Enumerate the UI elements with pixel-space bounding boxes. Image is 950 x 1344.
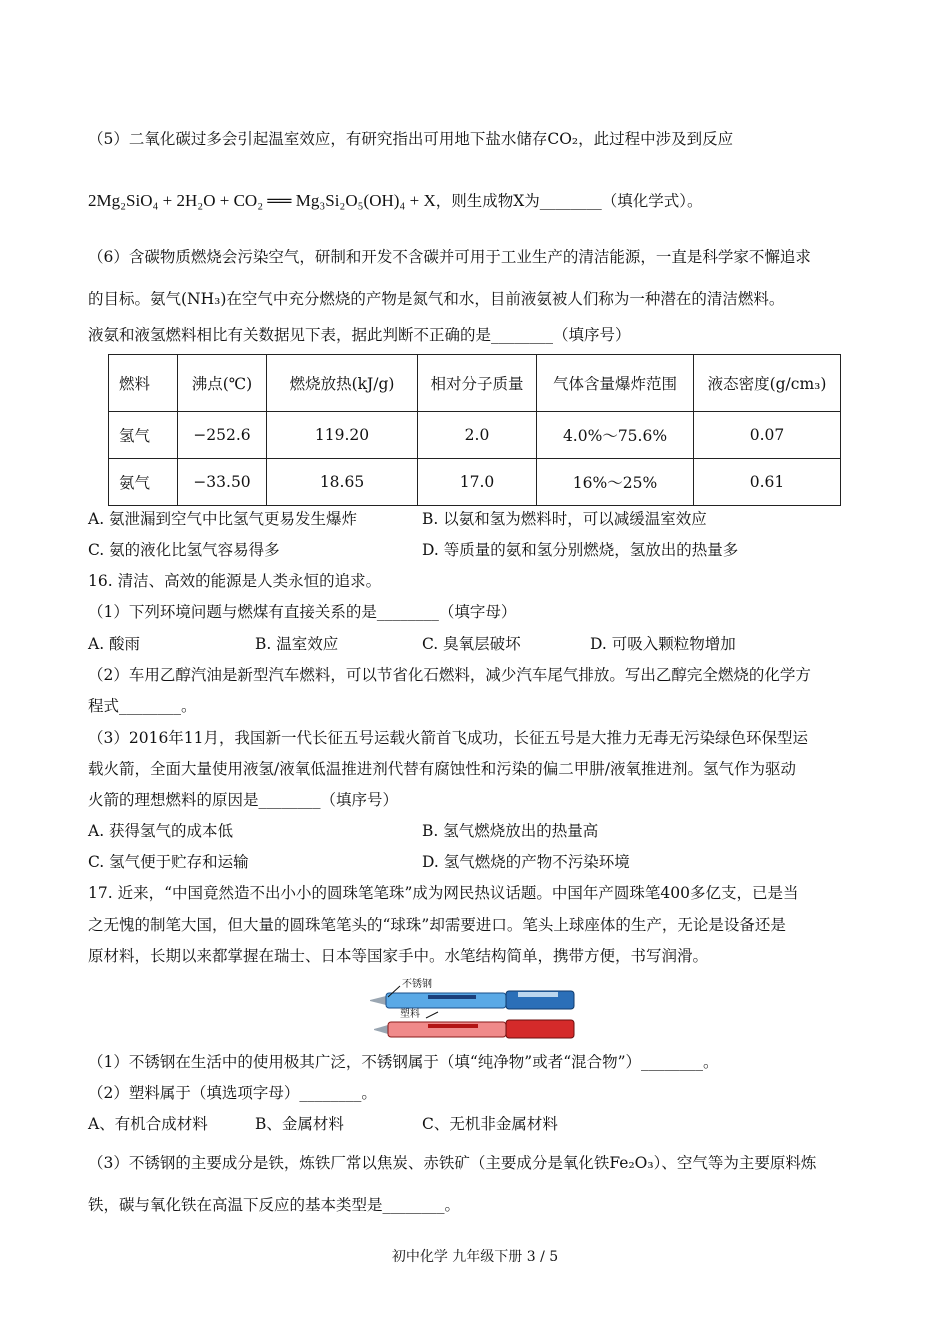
table-cell: 16%～25% — [537, 459, 694, 506]
q17-part2-option-b: B、金属材料 — [255, 1115, 344, 1133]
reaction-equation: 2Mg₂SiO₄ + 2H₂O + CO₂ ══ Mg₃Si₂O₅(OH)₄ + X — [88, 191, 436, 210]
table-header-row — [109, 355, 841, 412]
red-pen-cap — [506, 1020, 574, 1038]
table-header-cell: 燃料 — [109, 355, 178, 412]
red-pen-grip — [428, 1024, 478, 1028]
q16-part3-line2: 载火箭，全面大量使用液氢/液氧低温推进剂代替有腐蚀性和污染的偏二甲肼/液氧推进剂。氢气作为驱动 — [88, 760, 796, 778]
q17-part2-option-c: C、无机非金属材料 — [422, 1115, 558, 1133]
q15-part5-tail: ，则生成物X为________（填化学式）。 — [435, 192, 703, 210]
q16-part2-line2: 程式________。 — [88, 697, 197, 715]
blue-pen-clip — [518, 992, 558, 997]
red-pen-tip — [374, 1025, 388, 1034]
q16-part1-option-a: A. 酸雨 — [88, 635, 141, 653]
table-cell: 0.61 — [694, 459, 841, 506]
q15-option-c: C. 氨的液化比氢气容易得多 — [88, 541, 280, 559]
fuel-comparison-table — [108, 354, 841, 506]
q16-part1-option-d: D. 可吸入颗粒物增加 — [590, 635, 736, 653]
q17-line3: 原材料，长期以来都掌握在瑞士、日本等国家手中。水笔结构简单，携带方便，书写润滑。 — [88, 947, 709, 965]
q16-part3-line3: 火箭的理想燃料的原因是________（填序号） — [88, 791, 399, 809]
table-header-cell: 相对分子质量 — [418, 355, 537, 412]
q16-part3-option-b: B. 氢气燃烧放出的热量高 — [422, 822, 599, 840]
table-cell: −33.50 — [178, 459, 267, 506]
table-cell: 2.0 — [418, 412, 537, 459]
q17-part2: （2）塑料属于（填选项字母）________。 — [88, 1084, 377, 1102]
pen-illustration — [368, 978, 580, 1044]
q16-part1: （1）下列环境问题与燃煤有直接关系的是________（填字母） — [88, 603, 517, 621]
table-cell: 4.0%～75.6% — [537, 412, 694, 459]
table-row — [109, 412, 841, 459]
table-header-cell: 液态密度(g/cm₃) — [694, 355, 841, 412]
q17-part2-option-a: A、有机合成材料 — [88, 1115, 208, 1133]
table-cell: 氨气 — [109, 459, 178, 506]
table-header-cell: 沸点(℃) — [178, 355, 267, 412]
q16-part1-option-b: B. 温室效应 — [255, 635, 339, 653]
blue-pen-tip — [370, 996, 386, 1005]
q16-part2-line1: （2）车用乙醇汽油是新型汽车燃料，可以节省化石燃料，减少汽车尾气排放。写出乙醇完全燃烧的化学方 — [88, 666, 811, 684]
table-cell: 0.07 — [694, 412, 841, 459]
q17-line1: 17. 近来，“中国竟然造不出小小的圆珠笔笔珠”成为网民热议话题。中国年产圆珠笔400多亿支，已是当 — [88, 884, 799, 902]
q16-part3-option-c: C. 氢气便于贮存和运输 — [88, 853, 249, 871]
table-cell: 氢气 — [109, 412, 178, 459]
q15-part5-line1: （5）二氧化碳过多会引起温室效应，有研究指出可用地下盐水储存CO₂，此过程中涉及到反应 — [88, 130, 734, 148]
q15-part6-line1: （6）含碳物质燃烧会污染空气，研制和开发不含碳并可用于工业生产的清洁能源，一直是科学家不懈追求 — [88, 248, 811, 266]
q16-part1-option-c: C. 臭氧层破坏 — [422, 635, 521, 653]
steel-label: 不锈钢 — [402, 979, 432, 990]
q15-option-b: B. 以氨和氢为燃料时，可以减缓温室效应 — [422, 510, 707, 528]
plastic-pointer-line — [426, 1012, 438, 1018]
q16-part3-line1: （3）2016年11月，我国新一代长征五号运载火箭首飞成功，长征五号是大推力无毒无污染绿色环保型运 — [88, 729, 809, 747]
q16-stem: 16. 清洁、高效的能源是人类永恒的追求。 — [88, 572, 382, 590]
table-cell: 119.20 — [267, 412, 418, 459]
q15-part5-equation — [88, 190, 703, 212]
q15-part6-line2: 的目标。氨气(NH₃)在空气中充分燃烧的产物是氮气和水，目前液氨被人们称为一种潜在的清洁燃料。 — [88, 290, 785, 308]
table-cell: 18.65 — [267, 459, 418, 506]
q15-part6-line3: 液氨和液氢燃料相比有关数据见下表，据此判断不正确的是________（填序号） — [88, 326, 631, 344]
plastic-label: 塑料 — [400, 1009, 420, 1020]
table-cell: −252.6 — [178, 412, 267, 459]
q17-part1: （1）不锈钢在生活中的使用极其广泛，不锈钢属于（填“纯净物”或者“混合物”）________。 — [88, 1053, 719, 1071]
table-header-cell: 气体含量爆炸范围 — [537, 355, 694, 412]
blue-pen-grip — [428, 995, 476, 999]
page-footer: 初中化学 九年级下册 3 / 5 — [391, 1249, 559, 1265]
pen-figure — [368, 978, 580, 1044]
table-header-cell: 燃烧放热(kJ/g) — [267, 355, 418, 412]
q17-part3-line1: （3）不锈钢的主要成分是铁，炼铁厂常以焦炭、赤铁矿（主要成分是氧化铁Fe₂O₃）、空气等为主要原料炼 — [88, 1154, 817, 1172]
table-cell: 17.0 — [418, 459, 537, 506]
table-row — [109, 459, 841, 506]
q16-part3-option-d: D. 氢气燃烧的产物不污染环境 — [422, 853, 630, 871]
q17-part3-line2: 铁，碳与氧化铁在高温下反应的基本类型是________。 — [88, 1196, 461, 1214]
q16-part3-option-a: A. 获得氢气的成本低 — [88, 822, 234, 840]
q17-line2: 之无愧的制笔大国，但大量的圆珠笔笔头的“球珠”却需要进口。笔头上球座体的生产，无论是设备还是 — [88, 916, 786, 934]
q15-option-a: A. 氨泄漏到空气中比氢气更易发生爆炸 — [88, 510, 358, 528]
q15-option-d: D. 等质量的氨和氢分别燃烧，氢放出的热量多 — [422, 541, 739, 559]
